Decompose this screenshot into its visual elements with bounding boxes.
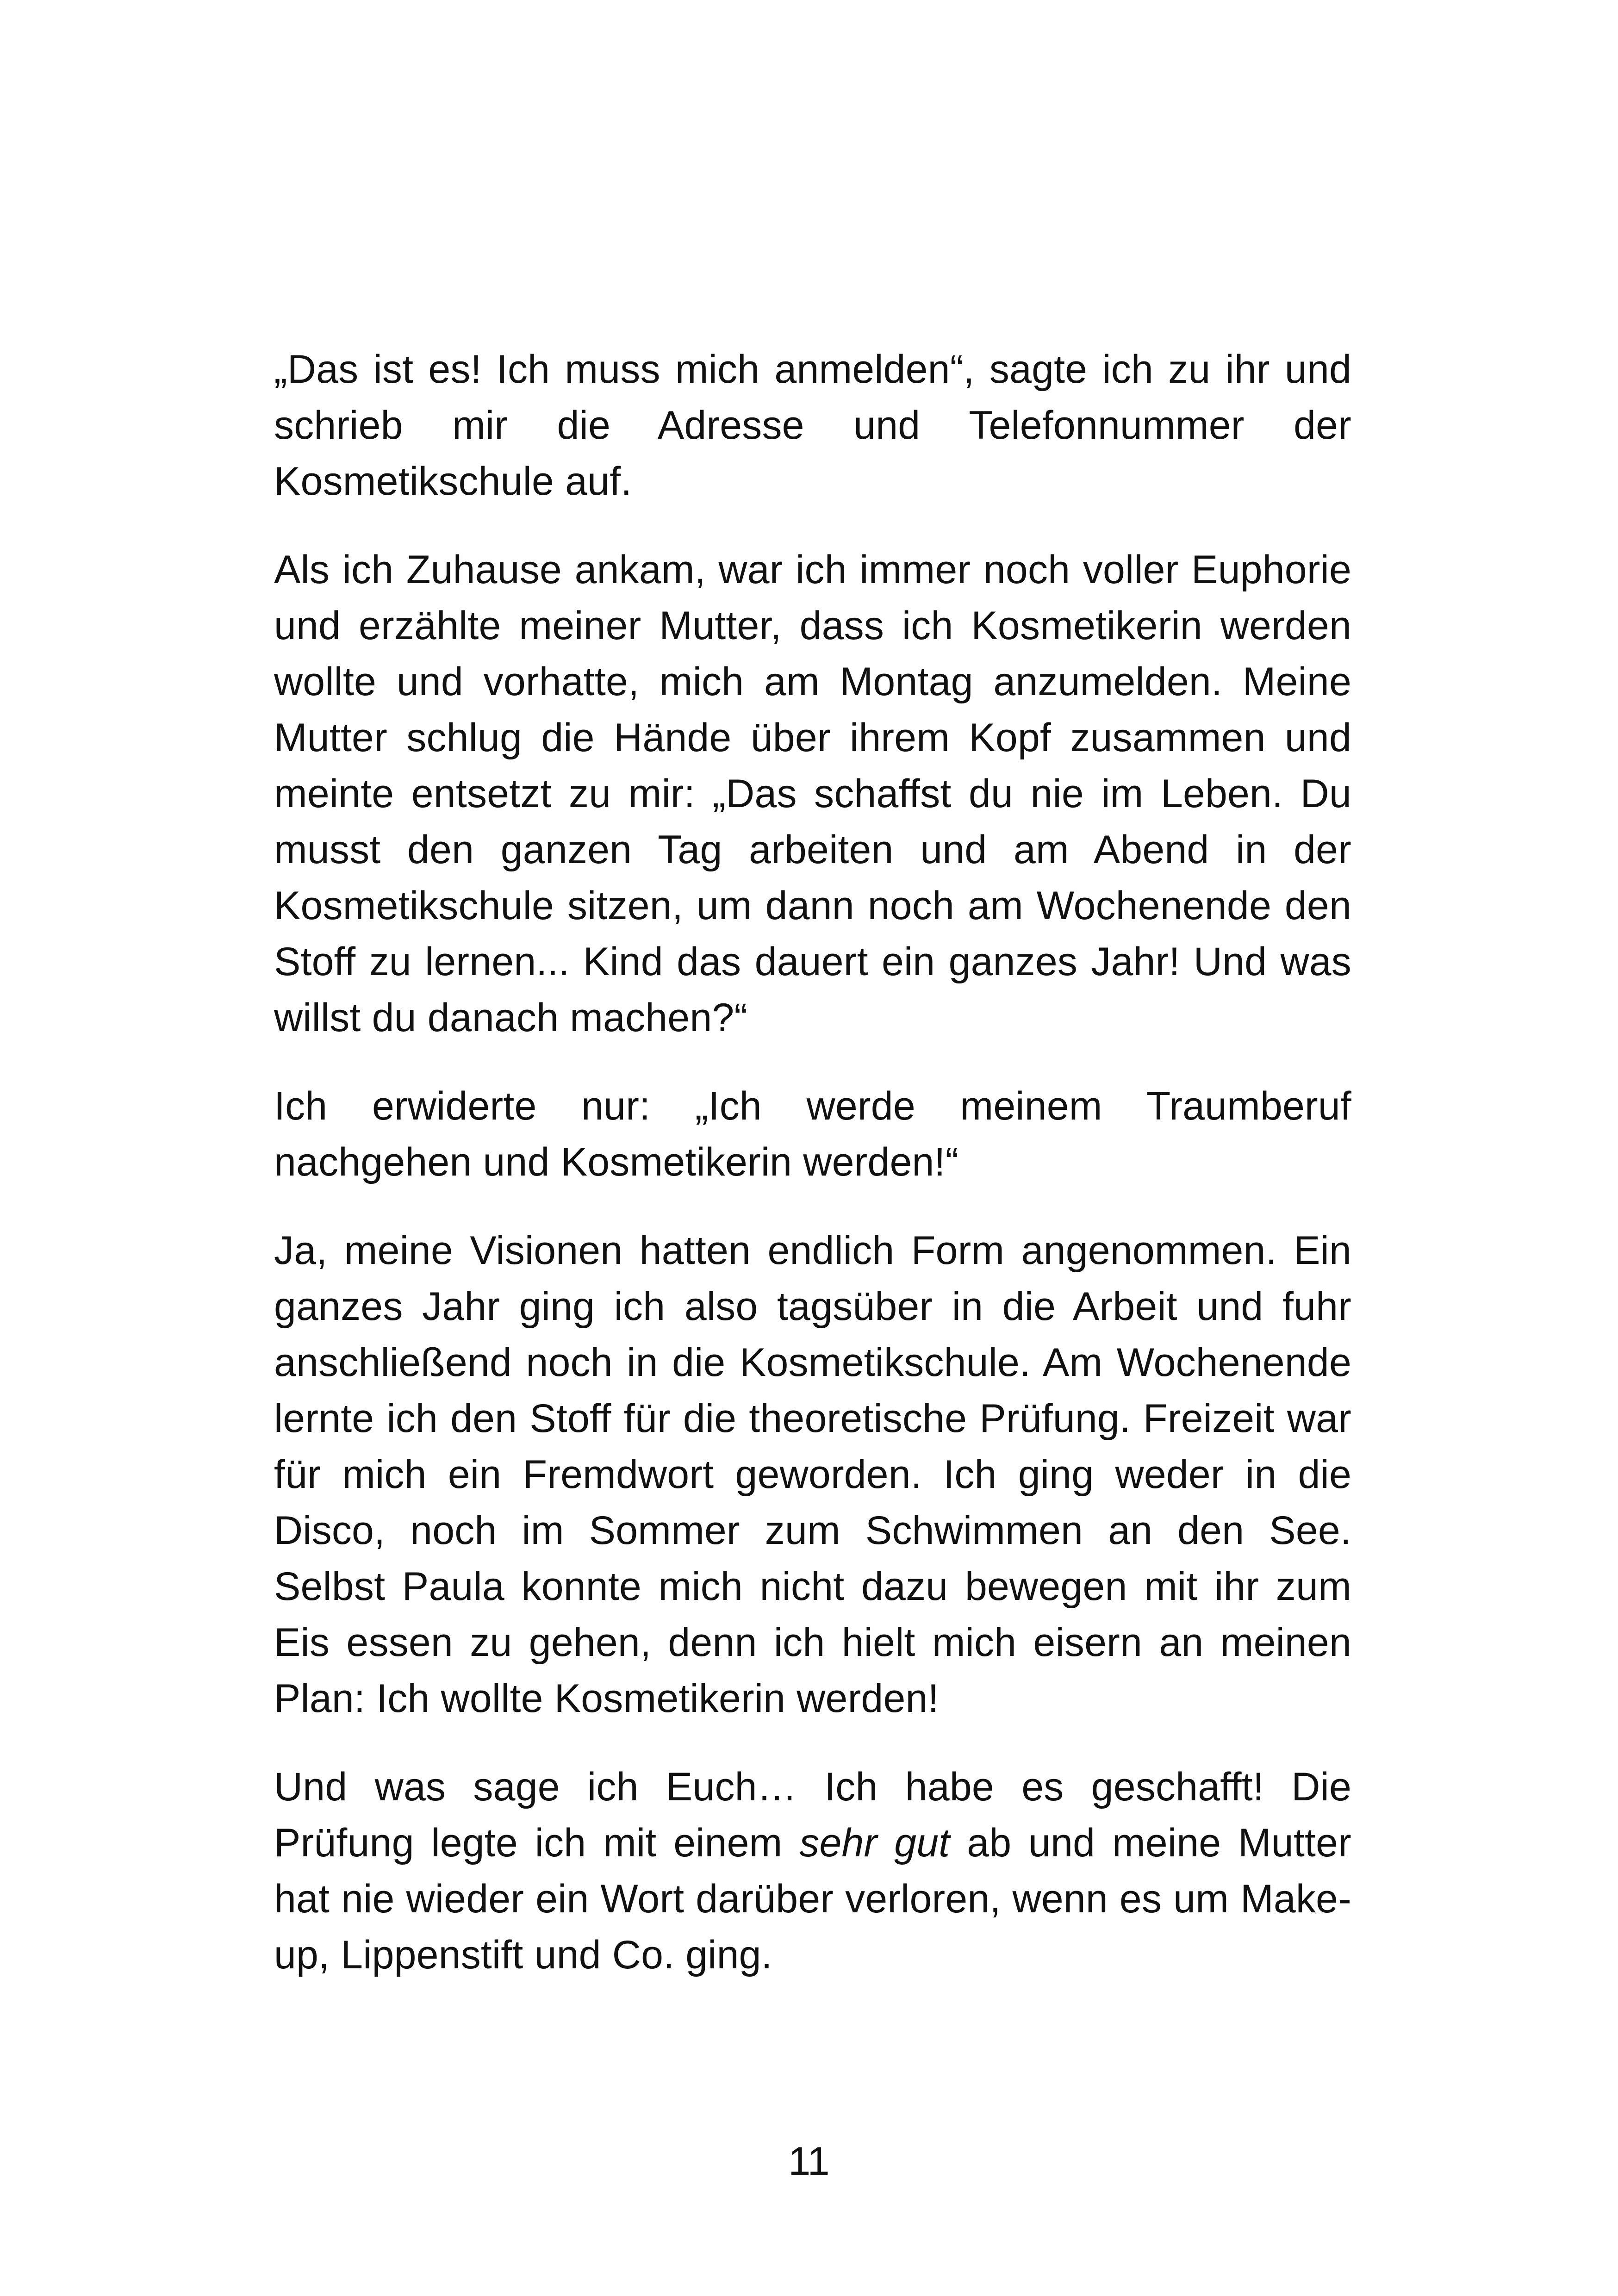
paragraph-1: „Das ist es! Ich muss mich anmelden“, sagte ich zu ihr und schrieb mir die Adresse und Telefonnummer der Kosmetikschule auf. [274,347,1351,504]
paragraph-5-text-before: Und was sage ich Euch… Ich habe es geschafft! Die Prüfung legte ich mit einem [274,1765,1351,1865]
paragraph-4: Ja, meine Visionen hatten endlich Form angenommen. Ein ganzes Jahr ging ich also tagsüber in die Arbeit und fuhr anschließend noch in die Kosmetikschule. Am Wochenende lernte ich den Stoff für die theoretische Prüfung. Freizeit war für mich ein Fremdwort geworden. Ich ging weder in die Disco, noch im Sommer zum Schwimmen an den See. Selbst Paula konnte mich nicht dazu bewegen mit ihr zum Eis essen zu gehen, denn ich hielt mich eisern an meinen Plan: Ich wollte Kosmetikerin werden! [274,1228,1351,1721]
paragraph-2: Als ich Zuhause ankam, war ich immer noch voller Euphorie und erzählte meiner Mutter, dass ich Kosmetikerin werden wollte und vorhatte, mich am Montag anzumelden. Meine Mutter schlug die Hände über ihrem Kopf zusammen und meinte entsetzt zu mir: „Das schaffst du nie im Leben. Du musst den ganzen Tag arbeiten und am Abend in der Kosmetikschule sitzen, um dann noch am Wochenende den Stoff zu lernen... Kind das dauert ein ganzes Jahr! Und was willst du danach machen?“ [274,548,1351,1040]
paragraph-3: Ich erwiderte nur: „Ich werde meinem Traumberuf nachgehen und Kosmetikerin werden!“ [274,1084,1351,1184]
emphasized-text: sehr gut [799,1821,950,1865]
page-number: 11 [788,2139,830,2184]
paragraph-5-text-after: ab und meine Mutter hat nie wieder ein Wort darüber verloren, wenn es um Make-up, Lippenstift und Co. ging. [274,1821,1352,1977]
paragraph-5 [274,1759,1351,1983]
body-text [274,342,1351,1983]
